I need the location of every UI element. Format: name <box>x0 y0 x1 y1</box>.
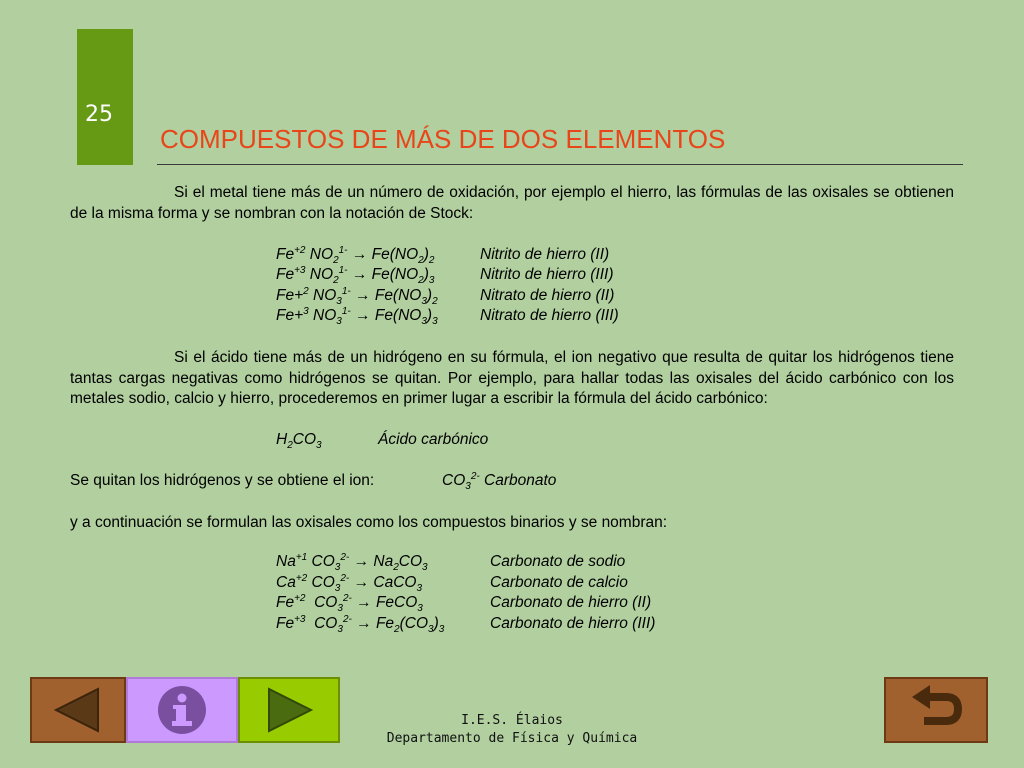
paragraph-2-text: Si el ácido tiene más de un hidrógeno en su fórmula, el ion negativo que resulta de quitar los hidrógenos tiene tantas cargas negativas como hidrógenos se quitan. Por ejemplo, para hallar todas las oxisales del ácido carbónico con los metales sodio, calcio y hierro, procederemos en primer lugar a escribir la fórmula del ácido carbónico: <box>70 349 954 407</box>
compound-name: Nitrito de hierro (II) <box>480 246 610 263</box>
formula: $Fe^{+3}$ $NO_2^{1-} \to Fe(NO_2)_3$ <box>276 264 435 287</box>
info-icon <box>156 684 208 736</box>
paragraph-metal-oxidation <box>70 183 954 224</box>
title-divider <box>157 164 963 165</box>
formula: $Na^{+1}$ $CO_3^{2-} \to Na_2CO_3$ <box>276 551 428 574</box>
formula: Fe+$^2$ $NO_3^{1-} \to Fe(NO_3)_2$ <box>276 285 438 308</box>
formula: $Fe^{+2}$ $CO_3^{2-}$ → FeCO$_3$ <box>276 592 423 615</box>
formula: $Fe^{+3}$ $CO_3^{2-} \to Fe_2(CO_3)_3$ <box>276 613 445 636</box>
paragraph-1-text: Si el metal tiene más de un número de oxidación, por ejemplo el hierro, las fórmulas de las oxisales se obtienen de la misma forma y se nombran con la notación de Stock: <box>70 184 954 222</box>
compound-name: Carbonato de sodio <box>490 553 626 570</box>
slide-title: COMPUESTOS DE MÁS DE DOS ELEMENTOS <box>160 124 726 154</box>
return-arrow-icon <box>906 685 966 735</box>
footer-department: Departamento de Física y Química <box>386 731 638 746</box>
slide-number: 25 <box>85 102 113 127</box>
acid-name: Ácido carbónico <box>378 431 489 448</box>
ion-text: Se quitan los hidrógenos y se obtiene el ion: <box>70 472 375 489</box>
compound-name: Carbonato de hierro (III) <box>490 615 656 632</box>
info-button[interactable] <box>126 677 238 743</box>
formula: $Fe^{+2}$ $NO_2^{1-} \to Fe(NO_2)_2$ <box>276 244 435 267</box>
compound-name: Nitrato de hierro (II) <box>480 287 615 304</box>
footer-school: I.E.S. Élaios <box>461 713 563 728</box>
footer <box>340 712 684 748</box>
slide-number-box <box>77 29 133 165</box>
acid-formula: $H_2CO_3$ <box>276 431 322 452</box>
paragraph-3-text: y a continuación se formulan las oxisales como los compuestos binarios y se nombran: <box>70 514 668 531</box>
formula: $Ca^{+2}$ $CO_3^{2-}$ → CaCO$_3$ <box>276 572 423 595</box>
paragraph-acid-hydrogens <box>70 348 954 410</box>
right-arrow-icon <box>259 685 319 735</box>
compound-name: Nitrito de hierro (III) <box>480 266 614 283</box>
compound-name: Carbonato de hierro (II) <box>490 594 652 611</box>
compound-name: Carbonato de calcio <box>490 574 628 591</box>
compound-name: Nitrato de hierro (III) <box>480 307 619 324</box>
return-button[interactable] <box>884 677 988 743</box>
left-arrow-icon <box>48 685 108 735</box>
previous-slide-button[interactable] <box>30 677 126 743</box>
ion-formula: $CO_3^{2-}$ Carbonato <box>442 470 557 493</box>
next-slide-button[interactable] <box>238 677 340 743</box>
formula: Fe+$^3$ $NO_3^{1-} \to Fe(NO_3)_3$ <box>276 305 438 328</box>
